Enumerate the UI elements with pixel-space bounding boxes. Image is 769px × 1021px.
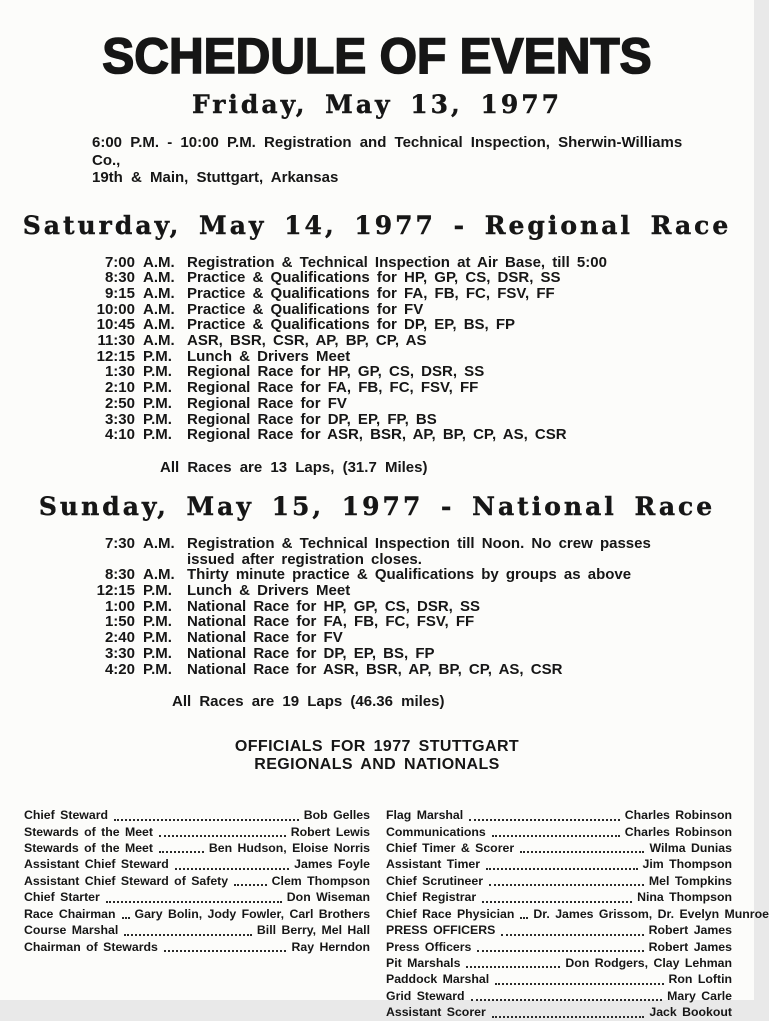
leader-dots (482, 900, 632, 903)
time-cell: 3:30 (104, 644, 135, 662)
description-cell: National Race for FV (187, 629, 343, 647)
leader-dots (520, 850, 644, 853)
meridiem-cell: P.M. (143, 394, 172, 412)
meridiem-cell: A.M. (143, 566, 175, 584)
description-cell: Regional Race for HP, GP, CS, DSR, SS (187, 363, 485, 381)
official-name: Robert James (648, 923, 732, 938)
officials-left-column (24, 807, 370, 1020)
saturday-schedule (90, 255, 754, 443)
officials-row (386, 971, 732, 987)
time-cell: 4:20 (104, 660, 135, 678)
meridiem-cell: A.M. (143, 534, 175, 552)
meridiem-cell: A.M. (143, 332, 175, 350)
officials-row (24, 840, 370, 856)
meridiem-cell: A.M. (143, 253, 175, 271)
time-cell: 1:30 (104, 363, 135, 381)
officials-right-column (386, 807, 769, 1020)
time-cell: 4:10 (104, 426, 135, 444)
page-title: SCHEDULE OF EVENTS (102, 28, 652, 84)
official-name: Don Wiseman (286, 890, 370, 905)
meridiem-cell: P.M. (143, 347, 172, 365)
official-role: Assistant Timer (386, 857, 481, 872)
officials-row (386, 840, 732, 856)
time-cell: 2:10 (104, 379, 135, 397)
description-cell: Practice & Qualifications for HP, GP, CS, DSR, SS (187, 269, 561, 287)
meridiem-cell: A.M. (143, 284, 175, 302)
officials-row (386, 1004, 732, 1020)
official-name: Gary Bolin, Jody Fowler, Carl Brothers (134, 906, 371, 921)
schedule-row (90, 317, 754, 333)
officials-row (386, 988, 732, 1004)
official-role: Chairman of Stewards (24, 939, 158, 954)
description-cell: ASR, BSR, CSR, AP, BP, CP, AS (187, 332, 427, 350)
official-role: Chief Registrar (386, 890, 477, 905)
schedule-row (90, 599, 754, 615)
schedule-row (90, 630, 754, 646)
schedule-row (90, 333, 754, 349)
official-role: Flag Marshal (386, 808, 464, 823)
leader-dots (492, 834, 620, 837)
schedule-row (90, 364, 754, 380)
friday-line1: 6:00 P.M. - 10:00 P.M. Registration and Technical Inspection, Sherwin-Williams Co., (92, 134, 683, 169)
friday-heading: Friday, May 13, 1977 (191, 90, 563, 119)
description-cell: Regional Race for ASR, BSR, AP, BP, CP, AS, CSR (187, 426, 567, 444)
official-role: Paddock Marshal (386, 972, 490, 987)
schedule-row (90, 536, 754, 567)
leader-dots (471, 998, 663, 1001)
description-cell: National Race for HP, GP, CS, DSR, SS (187, 597, 481, 615)
continuation-line: issued after registration closes. (187, 550, 422, 568)
meridiem-cell: P.M. (143, 644, 172, 662)
officials-row (24, 906, 370, 922)
schedule-row (90, 286, 754, 302)
official-role: PRESS OFFICERS (386, 923, 496, 938)
saturday-heading: Saturday, May 14, 1977 - Regional Race (22, 210, 732, 240)
meridiem-cell: P.M. (143, 597, 172, 615)
official-name: Don Rodgers, Clay Lehman (565, 955, 732, 970)
official-role: Assistant Chief Steward of Safety (24, 873, 229, 888)
schedule-row (90, 567, 754, 583)
leader-dots (501, 933, 643, 936)
official-role: Pit Marshals (386, 955, 461, 970)
meridiem-cell: P.M. (143, 363, 172, 381)
official-role: Chief Steward (24, 808, 108, 823)
official-name: Ray Herndon (291, 939, 370, 954)
official-name: Clem Thompson (271, 873, 370, 888)
leader-dots (164, 949, 287, 952)
officials-row (386, 955, 732, 971)
description-cell: National Race for ASR, BSR, AP, BP, CP, AS, CSR (187, 660, 563, 678)
time-cell: 9:15 (104, 284, 135, 302)
description-cell: Regional Race for FV (187, 394, 347, 412)
officials-row (386, 807, 732, 823)
schedule-row (90, 396, 754, 412)
meridiem-cell: P.M. (143, 410, 172, 428)
saturday-laps-note: All Races are 13 Laps, (31.7 Miles) (160, 458, 428, 476)
official-role: Press Officers (386, 939, 472, 954)
official-name: Dr. James Grissom, Dr. Evelyn Munroe (533, 906, 769, 921)
leader-dots (106, 900, 282, 903)
schedule-row (90, 270, 754, 286)
time-cell: 12:15 (96, 582, 135, 600)
meridiem-cell: P.M. (143, 379, 172, 397)
officials-row (386, 824, 732, 840)
officials-row (386, 939, 732, 955)
time-cell: 10:45 (96, 316, 135, 334)
official-name: Ben Hudson, Eloise Norris (208, 841, 370, 856)
time-cell: 1:50 (104, 613, 135, 631)
meridiem-cell: P.M. (143, 426, 172, 444)
officials-heading-line1: OFFICIALS FOR 1977 STUTTGART (234, 738, 520, 756)
leader-dots (495, 982, 663, 985)
meridiem-cell: A.M. (143, 269, 175, 287)
officials-row (24, 889, 370, 905)
official-name: Ron Loftin (668, 972, 732, 987)
time-cell: 7:00 (104, 253, 135, 271)
official-name: Jack Bookout (649, 1005, 732, 1020)
description-cell: Regional Race for FA, FB, FC, FSV, FF (187, 379, 479, 397)
leader-dots (122, 916, 130, 919)
official-name: Bob Gelles (303, 808, 370, 823)
time-cell: 3:30 (104, 410, 135, 428)
officials-row (24, 807, 370, 823)
official-name: Mary Carle (667, 988, 732, 1003)
time-cell: 7:30 (104, 534, 135, 552)
leader-dots (159, 834, 286, 837)
time-cell: 1:00 (104, 597, 135, 615)
meridiem-cell: P.M. (143, 660, 172, 678)
officials-row (24, 922, 370, 938)
official-name: Jim Thompson (642, 857, 732, 872)
officials-row (24, 824, 370, 840)
schedule-row (90, 614, 754, 630)
meridiem-cell: A.M. (143, 316, 175, 334)
description-cell: Practice & Qualifications for DP, EP, BS, FP (187, 316, 516, 334)
meridiem-cell: A.M. (143, 300, 175, 318)
time-cell: 10:00 (96, 300, 135, 318)
leader-dots (124, 933, 252, 936)
leader-dots (469, 818, 620, 821)
officials-columns (24, 807, 769, 1020)
official-name: Mel Tompkins (648, 873, 732, 888)
time-cell: 2:50 (104, 394, 135, 412)
schedule-row (90, 349, 754, 365)
leader-dots (466, 965, 560, 968)
official-role: Stewards of the Meet (24, 824, 153, 839)
meridiem-cell: P.M. (143, 613, 172, 631)
official-role: Assistant Scorer (386, 1005, 486, 1020)
official-role: Chief Race Physician (386, 906, 515, 921)
friday-line2: 19th & Main, Stuttgart, Arkansas (92, 169, 339, 186)
time-cell: 8:30 (104, 269, 135, 287)
meridiem-cell: P.M. (143, 582, 172, 600)
schedule-row (90, 646, 754, 662)
officials-row (386, 922, 732, 938)
time-cell: 2:40 (104, 629, 135, 647)
official-name: James Foyle (294, 857, 370, 872)
description-cell: Lunch & Drivers Meet (187, 582, 351, 600)
description-cell: Registration & Technical Inspection till Noon. No crew passes issued after registration closes. (187, 536, 707, 567)
description-cell: National Race for FA, FB, FC, FSV, FF (187, 613, 475, 631)
official-name: Charles Robinson (624, 808, 732, 823)
description-cell: National Race for DP, EP, BS, FP (187, 644, 435, 662)
official-role: Assistant Chief Steward (24, 857, 169, 872)
official-role: Grid Steward (386, 988, 465, 1003)
leader-dots (159, 850, 204, 853)
leader-dots (175, 867, 289, 870)
officials-row (386, 906, 769, 922)
official-role: Chief Starter (24, 890, 100, 905)
description-cell: Lunch & Drivers Meet (187, 347, 351, 365)
officials-row (24, 856, 370, 872)
officials-row (386, 873, 732, 889)
leader-dots (489, 883, 644, 886)
leader-dots (477, 949, 643, 952)
schedule-row (90, 302, 754, 318)
schedule-row (90, 427, 754, 443)
meridiem-cell: P.M. (143, 629, 172, 647)
official-name: Wilma Dunias (649, 841, 732, 856)
official-name: Bill Berry, Mel Hall (256, 923, 370, 938)
schedule-row (90, 662, 754, 678)
official-role: Chief Scrutineer (386, 873, 483, 888)
schedule-row (90, 583, 754, 599)
officials-heading (0, 738, 754, 773)
schedule-row (90, 412, 754, 428)
official-role: Race Chairman (24, 906, 116, 921)
officials-row (386, 856, 732, 872)
description-cell: Registration & Technical Inspection at Air Base, till 5:00 (187, 253, 607, 271)
officials-row (24, 873, 370, 889)
officials-row (386, 889, 732, 905)
leader-dots (114, 818, 299, 821)
description-cell: Practice & Qualifications for FA, FB, FC, FSV, FF (187, 284, 555, 302)
official-role: Chief Timer & Scorer (386, 841, 515, 856)
leader-dots (492, 1015, 645, 1018)
leader-dots (234, 883, 267, 886)
schedule-row (90, 255, 754, 271)
time-cell: 12:15 (96, 347, 135, 365)
official-name: Nina Thompson (637, 890, 732, 905)
officials-row (24, 939, 370, 955)
official-role: Communications (386, 824, 486, 839)
sunday-laps-note: All Races are 19 Laps (46.36 miles) (172, 693, 445, 711)
sunday-schedule (90, 536, 754, 677)
officials-heading-line2: REGIONALS AND NATIONALS (254, 755, 500, 773)
sunday-heading: Sunday, May 15, 1977 - National Race (38, 491, 716, 521)
official-role: Course Marshal (24, 923, 119, 938)
schedule-row (90, 380, 754, 396)
official-name: Robert Lewis (290, 824, 370, 839)
official-name: Robert James (648, 939, 732, 954)
official-name: Charles Robinson (624, 824, 732, 839)
leader-dots (486, 867, 638, 870)
description-cell: Practice & Qualifications for FV (187, 300, 424, 318)
friday-entry (92, 134, 694, 187)
time-cell: 11:30 (97, 332, 135, 350)
leader-dots (520, 916, 528, 919)
time-cell: 8:30 (104, 566, 135, 584)
official-role: Stewards of the Meet (24, 841, 153, 856)
description-cell: Regional Race for DP, EP, FP, BS (187, 410, 437, 428)
description-cell: Thirty minute practice & Qualifications by groups as above (187, 566, 632, 584)
